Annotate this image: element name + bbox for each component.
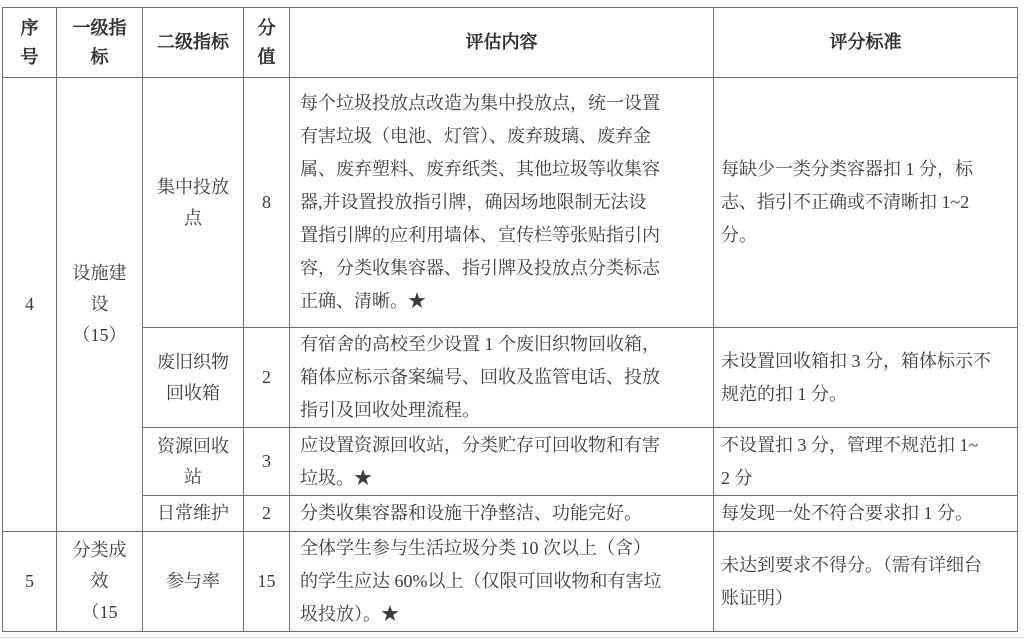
- header-cell-scoring-standard: 评分标准: [714, 8, 1018, 78]
- cell-score: 3: [244, 428, 290, 496]
- header-cell-level1-indicator: 一级指 标: [57, 8, 143, 78]
- cell-scoring-standard: 不设置扣 3 分，管理不规范扣 1~ 2 分: [714, 428, 1018, 496]
- cell-evaluation-content: 全体学生参与生活垃圾分类 10 次以上（含） 的学生应达 60%以上（仅限可回收物和有害垃 圾投放）。★: [290, 532, 714, 632]
- cell-serial-no-5: 5: [3, 532, 57, 632]
- header-cell-score: 分 值: [244, 8, 290, 78]
- cell-level2-resource-recycling-station: 资源回收 站: [143, 428, 244, 496]
- cell-serial-no-4: 4: [3, 78, 57, 532]
- table-row: [3, 532, 1018, 632]
- cell-scoring-standard: 每发现一处不符合要求扣 1 分。: [714, 496, 1018, 532]
- cell-level2-daily-maintenance: 日常维护: [143, 496, 244, 532]
- evaluation-criteria-table: [2, 7, 1018, 632]
- page-bottom-edge: [0, 637, 1024, 638]
- cell-evaluation-content: 应设置资源回收站，分类贮存可回收物和有害 垃圾。★: [290, 428, 714, 496]
- table-header-row: [3, 8, 1018, 78]
- cell-score: 2: [244, 328, 290, 428]
- table-row: [3, 328, 1018, 428]
- cell-scoring-standard: 每缺少一类分类容器扣 1 分，标 志、指引不正确或不清晰扣 1~2 分。: [714, 78, 1018, 328]
- cell-level1-classification-effect: 分类成 效 （15: [57, 532, 143, 632]
- cell-evaluation-content: 有宿舍的高校至少设置 1 个废旧织物回收箱， 箱体应标示备案编号、回收及监管电话、投放 指引及回收处理流程。: [290, 328, 714, 428]
- header-cell-level2-indicator: 二级指标: [143, 8, 244, 78]
- table-row: [3, 428, 1018, 496]
- cell-level2-used-textile-recycling-box: 废旧织物 回收箱: [143, 328, 244, 428]
- cell-level1-facility-construction: 设施建 设 （15）: [57, 78, 143, 532]
- header-cell-serial-no: 序 号: [3, 8, 57, 78]
- table-row: [3, 496, 1018, 532]
- cell-level2-participation-rate: 参与率: [143, 532, 244, 632]
- cell-evaluation-content: 每个垃圾投放点改造为集中投放点，统一设置 有害垃圾（电池、灯管）、废弃玻璃、废弃金 属、废弃塑料、废弃纸类、其他垃圾等收集容 器,并设置投放指引牌，确因场地限制无法设 置指引牌的应利用墙体、宣传栏等张贴指引内 容，分类收集容器、指引牌及投放点分类标志 正确、清晰。★: [290, 78, 714, 328]
- cell-level2-centralized-drop-point: 集中投放 点: [143, 78, 244, 328]
- table-row: [3, 78, 1018, 328]
- cell-score: 2: [244, 496, 290, 532]
- cell-evaluation-content: 分类收集容器和设施干净整洁、功能完好。: [290, 496, 714, 532]
- cell-scoring-standard: 未设置回收箱扣 3 分，箱体标示不 规范的扣 1 分。: [714, 328, 1018, 428]
- cell-scoring-standard: 未达到要求不得分。（需有详细台 账证明）: [714, 532, 1018, 632]
- cell-score: 15: [244, 532, 290, 632]
- cell-score: 8: [244, 78, 290, 328]
- header-cell-evaluation-content: 评估内容: [290, 8, 714, 78]
